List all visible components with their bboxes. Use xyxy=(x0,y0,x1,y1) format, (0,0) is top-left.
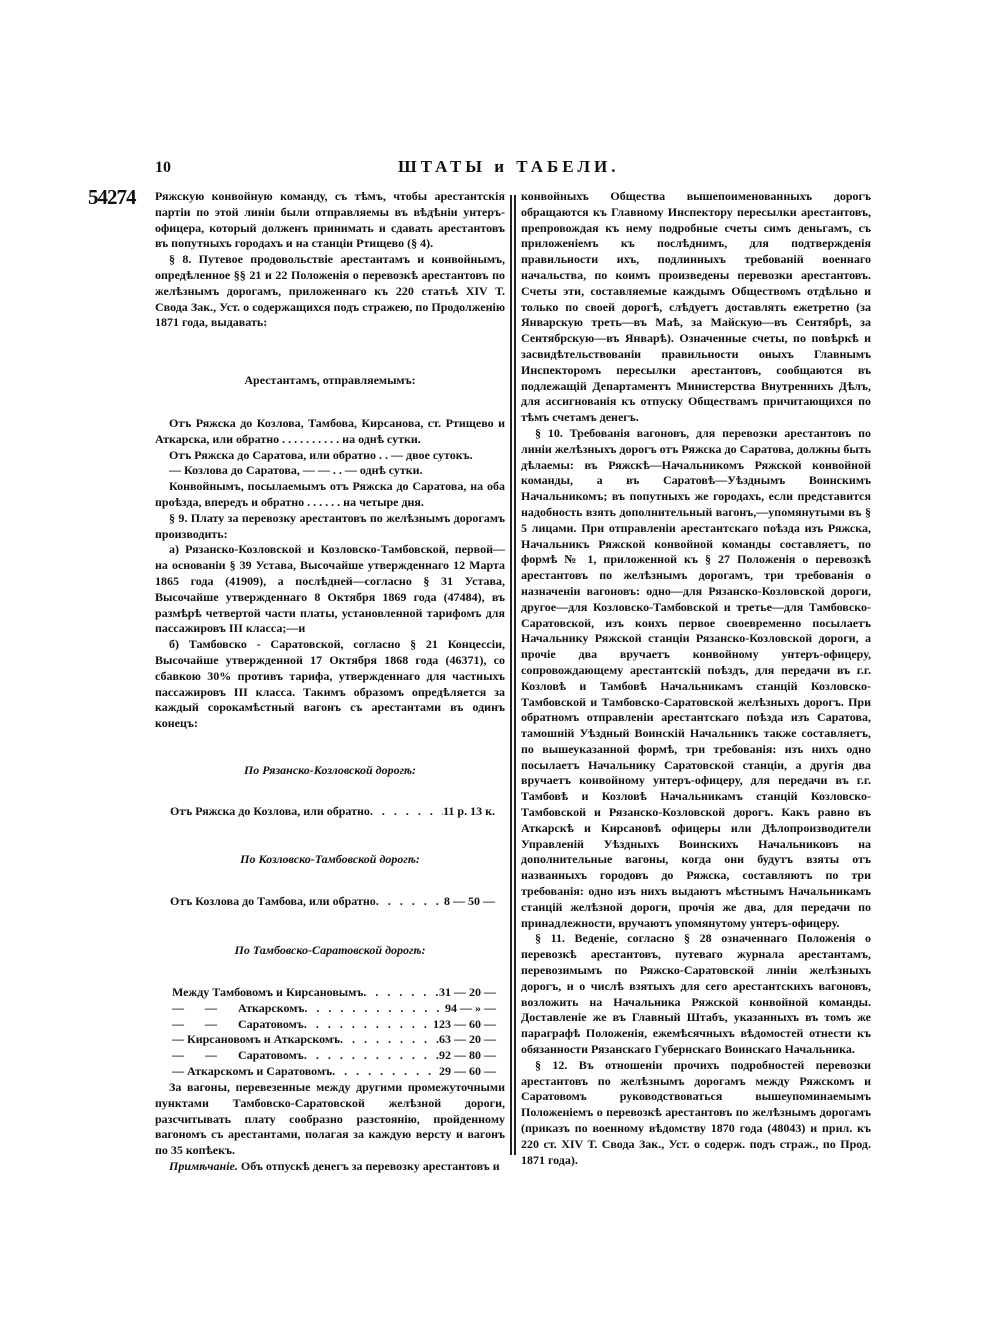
paragraph: конвойныхъ Общества вышепоименованныхъ дорогъ обращаются къ Главному Инспектору пересылки арестантовъ, препровождая къ нему подробные счеты симъ деньгамъ, съ приложеніемъ къ послѣднимъ, для подтвержденія правильности ихъ, подлинныхъ требованій военнаго начальства, по коимъ произведены перевозки арестантовъ. Счеты эти, составляемые каждымъ Обществомъ отдѣльно и только по своей дорогѣ, слѣдуетъ доставлять ежетретно (за Январскую треть—въ Маѣ, за Майскую—въ Сентябрѣ, за Сентябрскую—въ Январѣ). Означенные счеты, по повѣркѣ и засвидѣтельствованіи правильности оныхъ Главнымъ Инспекторомъ пересылки арестантовъ, сообщаются въ подлежащій Департаментъ Министерства Внутреннихъ Дѣлъ, для ассигнованія къ отпуску Обществамъ причитающихся по тѣмъ счетамъ денегъ. xyxy=(521,189,871,425)
paragraph-12: § 12. Въ отношеніи прочихъ подробностей перевозки арестантовъ по желѣзнымъ дорогамъ между Ряжскомъ и Саратовомъ руководствоваться вышеупоминаемымъ Положеніемъ о перевозкѣ арестантовъ по желѣзнымъ дорогамъ (приказъ по военному вѣдомству 1870 года (48043) и прил. къ 220 ст. XIV Т. Свода Зак., Уст. о содерж. подъ страж., по Прод. 1871 года). xyxy=(521,1057,871,1167)
row-value: 94 — » — xyxy=(445,1000,496,1015)
fare-label: Отъ Козлова до Тамбова, или обратно xyxy=(170,894,376,908)
running-title: ШТАТЫ и ТАБЕЛИ. xyxy=(398,157,620,176)
heading-prisoners: Арестантамъ, отправляемымъ: xyxy=(244,373,416,387)
fare-label: Отъ Ряжска до Козлова, или обратно xyxy=(170,804,370,818)
column-divider xyxy=(510,195,512,1155)
paragraph: Ряжскую конвойную команду, съ тѣмъ, чтобы арестантскія партіи по этой линіи были отправляемы въ вѣдѣніи унтеръ-офицера, который долженъ принимать и сдавать арестантовъ въ попутныхъ городахъ и на станціи Ртищево (§ 4). xyxy=(155,189,505,251)
row-label: — — Саратовомъ xyxy=(172,1048,304,1063)
note-text: Объ отпускѣ денегъ за перевозку арестантовъ и xyxy=(240,1158,500,1173)
paragraph-10: § 10. Требованія вагоновъ, для перевозки арестантовъ по линіи желѣзныхъ дорогъ отъ Ряжска до Саратова, должны быть дѣлаемы: въ Ряжскѣ—Начальникомъ Ряжской конвойной команды, а въ Саратовѣ—Уѣзднымъ Воинскимъ Начальникомъ; въ попутныхъ же городахъ, если представится надобность взять дополнительный вагонъ,—упомянутыми въ § 5 лицами. При отправленіи арестантскаго поѣзда изъ Ряжска, Начальникъ Ряжской конвойной команды составляетъ, по формѣ № 1, приложенной къ § 27 Положенія о перевозкѣ арестантовъ по желѣзнымъ дорогамъ, три требованія о назначеніи вагоновъ: одно—для Рязанско-Козловской дороги, другое—для Козловско-Тамбовской и третье—для Тамбовско-Саратовской, изъ коихъ первое своевременно посылаетъ Начальнику Ряжской станціи Рязанско-Козловской дороги, а прочіе два вручаетъ конвойному унтеръ-офицеру, сопровождающему арестантскій поѣздъ, для передачи въ г.г. Козловѣ и Тамбовѣ Начальникамъ станцій Козловско-Тамбовской и Тамбовско-Саратовской желѣзныхъ дорогъ. При обратномъ отправленіи арестантскаго поѣзда изъ Саратова, тамошній Уѣздный Воинскій Начальникъ также составляетъ, по вышеуказанной формѣ, три требованія: изъ нихъ одно посылаетъ Начальнику Саратовской станціи, а другія два вручаетъ конвойному унтеръ-офицеру, для передачи въ г.г. Тамбовѣ и Козловѣ Начальникамъ станцій Козловско-Тамбовской и Рязанско-Козловской дорогъ. Какъ равно въ Аткарскѣ и Кирсановѣ офицеры или Дѣлопроизводители Управленій Уѣздныхъ Воинскихъ Начальниковъ на дополнительные вагоны, когда они будутъ взяты отъ названныхъ городовъ до Ряжска, составляютъ по три требованія: одно изъ нихъ выдаютъ мѣстнымъ Начальникамъ станцій желѣзной дороги, прочія же два, для передачи по принадлежности, вручаютъ упомянутому унтеръ-офицеру. xyxy=(521,425,871,930)
fare-row xyxy=(170,804,495,820)
paragraph-9: § 9. Плату за перевозку арестантовъ по желѣзнымъ дорогамъ производить: xyxy=(155,510,505,541)
right-column xyxy=(521,189,871,1168)
left-column-mid xyxy=(155,416,505,732)
row-value: 123 — 60 — xyxy=(433,1016,496,1031)
note-label: Примѣчаніе. xyxy=(169,1158,238,1173)
left-column xyxy=(155,189,505,331)
paragraph: Отъ Ряжска до Козлова, Тамбова, Кирсанова, ст. Ртищево и Аткарска, или обратно . . . . . . . . . . на однѣ сутки. xyxy=(155,416,505,446)
paragraph: — Козлова до Саратова, — — . . — однѣ сутки. xyxy=(169,463,423,478)
heading-kozlov-tambov: По Козловско-Тамбовской дорогѣ: xyxy=(240,852,420,866)
row-value: 63 — 20 — xyxy=(439,1032,496,1047)
paragraph: Конвойнымъ, посылаемымъ отъ Ряжска до Саратова, на оба проѣзда, впередъ и обратно . . . . . . на четыре дня. xyxy=(155,479,505,509)
row-label: — Аткарскомъ и Саратовомъ xyxy=(172,1063,333,1078)
paragraph-b: б) Тамбовско - Саратовской, согласно § 21 Концессіи, Высочайше утвержденной 17 Октября 1868 года (46371), со сбавкою 30% противъ тарифа, утвержденнаго для частныхъ пассажировъ III класса. Такимъ образомъ опредѣляется за каждый сорокамѣстный вагонъ съ арестантами въ одинъ конецъ: xyxy=(155,637,505,731)
table-row xyxy=(172,1064,496,1080)
table-row xyxy=(172,1017,496,1033)
heading-ryazan-kozlov: По Рязанско-Козловской дорогѣ: xyxy=(243,763,417,777)
table-row xyxy=(172,985,496,1001)
row-label: — — Аткарскомъ xyxy=(172,1000,305,1015)
left-column-bottom xyxy=(155,1080,505,1175)
row-value: 31 — 20 — xyxy=(439,985,496,999)
page-number: 10 xyxy=(155,159,171,176)
column-divider xyxy=(514,195,516,1155)
margin-number: 54274 xyxy=(88,185,136,209)
table-row xyxy=(172,1048,496,1064)
fare-table xyxy=(172,985,496,1080)
row-label: — Кирсановомъ и Аткарскомъ xyxy=(172,1032,341,1047)
fare-value: 8 — 50 — xyxy=(444,894,495,908)
note xyxy=(155,1159,505,1175)
row-label: — — Саратовомъ xyxy=(172,1016,304,1031)
fare-row xyxy=(170,894,495,910)
paragraph-11: § 11. Веденіе, согласно § 28 означеннаго Положенія о перевозкѣ арестантовъ, путеваго журнала арестантамъ, перевозимымъ по Ряжско-Саратовской линіи желѣзныхъ дорогъ, и о числѣ взятыхъ для сего арестантскихъ вагоновъ, возложить на Начальника Ряжской конвойной команды. Доставленіе же въ Главный Штабъ, указанныхъ въ томъ же параграфѣ Положенія, ежемѣсячныхъ вѣдомостей отнести къ обязанности Рязанскаго Губернскаго Воинскаго Начальника. xyxy=(521,931,871,1057)
table-row xyxy=(172,1001,496,1017)
fare-value: 11 р. 13 к. xyxy=(443,804,495,818)
paragraph-a: а) Рязанско-Козловской и Козловско-Тамбовской, первой—на основаніи § 39 Устава, Высочайше утвержденнаго 12 Марта 1865 года (41909), а послѣдней—согласно § 31 Устава, Высочайше утвержденнаго 8 Октября 1869 года (47484), въ размѣрѣ четвертой части платы, установленной тарифомъ для пассажировъ III класса;—и xyxy=(155,542,505,636)
paragraph: За вагоны, перевезенные между другими промежуточными пунктами Тамбовско-Саратовской желѣзной дороги, разсчитывать плату сообразно разстоянію, пройденному вагономъ съ арестантами, полагая за каждую версту и вагонъ по 35 копѣекъ. xyxy=(155,1080,505,1158)
row-label: Между Тамбовомъ и Кирсановымъ xyxy=(172,985,364,999)
paragraph-8: § 8. Путевое продовольствіе арестантамъ и конвойнымъ, опредѣленное §§ 21 и 22 Положенія о перевозкѣ арестантовъ по желѣзнымъ дорогамъ, приложеннаго къ 220 статьѣ XIV Т. Свода Зак., Уст. о содержащихся подъ стражею, по Продолженію 1871 года, выдавать: xyxy=(155,252,505,330)
heading-tambov-saratov: По Тамбовско-Саратовской дорогѣ: xyxy=(234,943,426,957)
row-value: 92 — 80 — xyxy=(439,1048,496,1063)
row-value: 29 — 60 — xyxy=(439,1063,496,1078)
paragraph: Отъ Ряжска до Саратова, или обратно . . — двое сутокъ. xyxy=(169,447,473,462)
table-row xyxy=(172,1032,496,1048)
